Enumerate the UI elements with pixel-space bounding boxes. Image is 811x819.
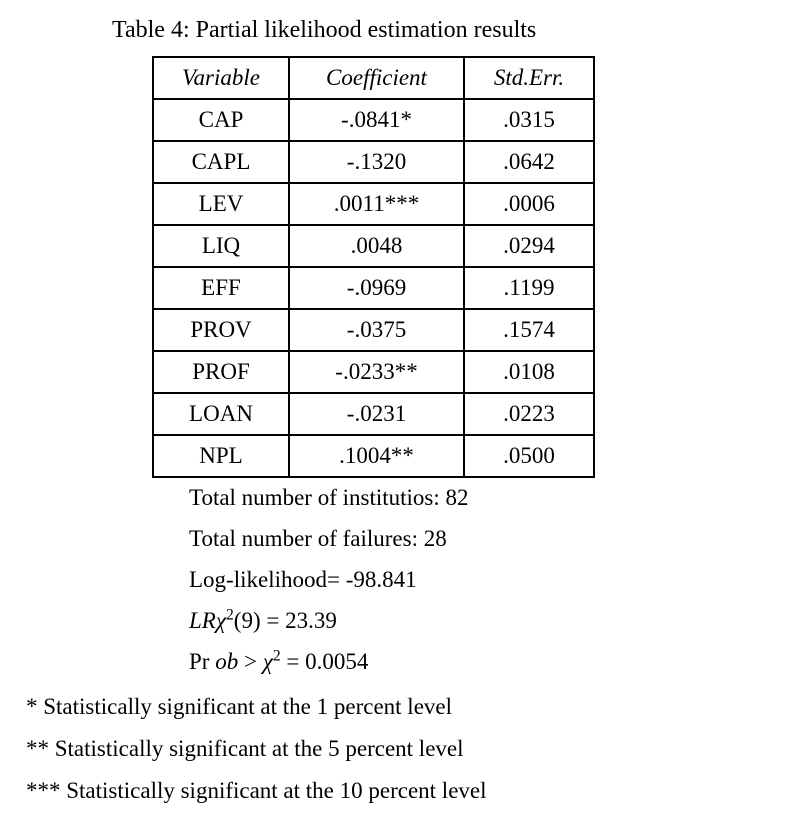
table-row — [153, 141, 594, 183]
summary-lr-chi2 — [189, 600, 468, 641]
summary-block — [189, 477, 468, 682]
prob-ob: ob — [215, 649, 239, 674]
cell-variable: LOAN — [153, 393, 289, 435]
cell-std-err: .0315 — [464, 99, 594, 141]
prob-chi-symbol: χ — [262, 649, 273, 674]
header-std-err: Std.Err. — [464, 57, 594, 99]
header-variable: Variable — [153, 57, 289, 99]
cell-variable: CAP — [153, 99, 289, 141]
cell-variable: LEV — [153, 183, 289, 225]
results-table-head — [153, 57, 594, 99]
footnote-1-percent: * Statistically significant at the 1 percent level — [26, 694, 453, 719]
cell-variable: LIQ — [153, 225, 289, 267]
table-row — [153, 393, 594, 435]
cell-coefficient: .1004** — [289, 435, 464, 477]
cell-coefficient: -.0969 — [289, 267, 464, 309]
results-table — [152, 56, 595, 478]
table-row — [153, 225, 594, 267]
cell-variable: PROF — [153, 351, 289, 393]
header-row — [153, 57, 594, 99]
table-row — [153, 267, 594, 309]
cell-coefficient: -.1320 — [289, 141, 464, 183]
cell-coefficient: -.0375 — [289, 309, 464, 351]
summary-failures: Total number of failures: 28 — [189, 526, 447, 551]
table-row — [153, 309, 594, 351]
cell-variable: NPL — [153, 435, 289, 477]
cell-variable: CAPL — [153, 141, 289, 183]
summary-log-likelihood: Log-likelihood= -98.841 — [189, 567, 417, 592]
table-row — [153, 99, 594, 141]
lr-chi-exponent: 2 — [225, 606, 234, 624]
header-coefficient: Coefficient — [289, 57, 464, 99]
cell-coefficient: .0048 — [289, 225, 464, 267]
prob-chi-exponent: 2 — [272, 647, 281, 665]
table-row — [153, 435, 594, 477]
cell-std-err: .0108 — [464, 351, 594, 393]
cell-std-err: .0500 — [464, 435, 594, 477]
prob-gt-sign: > — [238, 649, 263, 674]
cell-variable: EFF — [153, 267, 289, 309]
cell-coefficient: .0011*** — [289, 183, 464, 225]
cell-std-err: .0223 — [464, 393, 594, 435]
table-row — [153, 351, 594, 393]
footnote-5-percent: ** Statistically significant at the 5 percent level — [26, 736, 464, 761]
cell-variable: PROV — [153, 309, 289, 351]
results-table-body — [153, 99, 594, 477]
cell-std-err: .0006 — [464, 183, 594, 225]
summary-prob-chi2 — [189, 641, 468, 682]
prob-value: = 0.0054 — [280, 649, 369, 674]
lr-chi-symbol: LRχ — [189, 608, 226, 633]
cell-std-err: .0294 — [464, 225, 594, 267]
footnotes-block — [26, 686, 487, 812]
footnote-10-percent: *** Statistically significant at the 10 percent level — [26, 778, 487, 803]
summary-institutions: Total number of institutios: 82 — [189, 485, 469, 510]
lr-chi-value: (9) = 23.39 — [233, 608, 337, 633]
cell-std-err: .1199 — [464, 267, 594, 309]
cell-std-err: .0642 — [464, 141, 594, 183]
cell-coefficient: -.0841* — [289, 99, 464, 141]
cell-coefficient: -.0233** — [289, 351, 464, 393]
table-caption: Table 4: Partial likelihood estimation results — [112, 17, 537, 43]
cell-coefficient: -.0231 — [289, 393, 464, 435]
prob-label: Pr — [189, 649, 216, 674]
table-row — [153, 183, 594, 225]
cell-std-err: .1574 — [464, 309, 594, 351]
